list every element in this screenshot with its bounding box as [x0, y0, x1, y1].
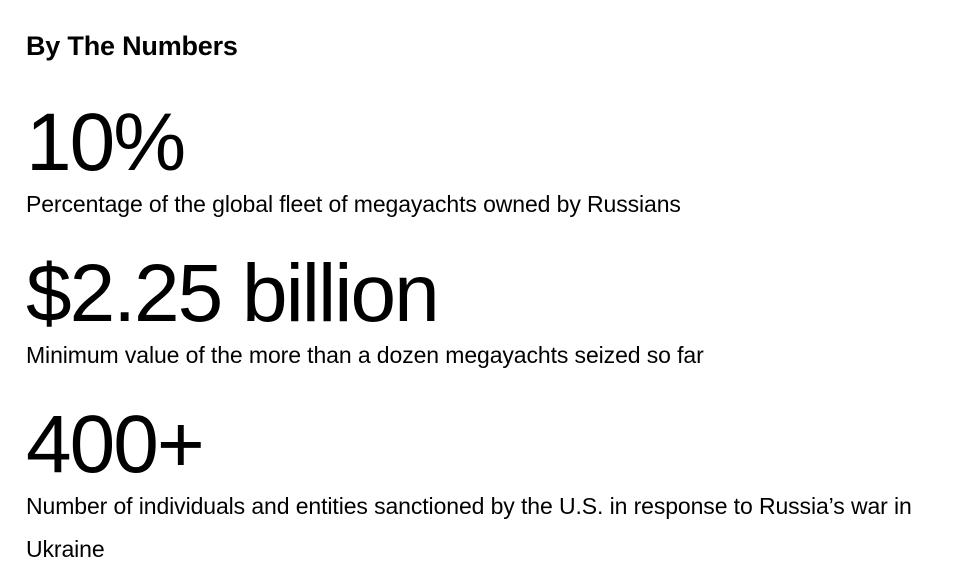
stat-value: $2.25 billion — [26, 248, 438, 339]
stat-value: 400+ — [26, 399, 203, 490]
stat-item — [26, 399, 951, 571]
stat-value: 10% — [26, 97, 185, 188]
stat-description: Number of individuals and entities sanctioned by the U.S. in response to Russia’s war in Ukraine — [26, 493, 912, 562]
stat-item — [26, 97, 951, 226]
stat-description: Minimum value of the more than a dozen megayachts seized so far — [26, 342, 704, 368]
stat-item — [26, 248, 951, 377]
section-title: By The Numbers — [26, 31, 238, 61]
stat-description: Percentage of the global fleet of megayachts owned by Russians — [26, 191, 681, 217]
